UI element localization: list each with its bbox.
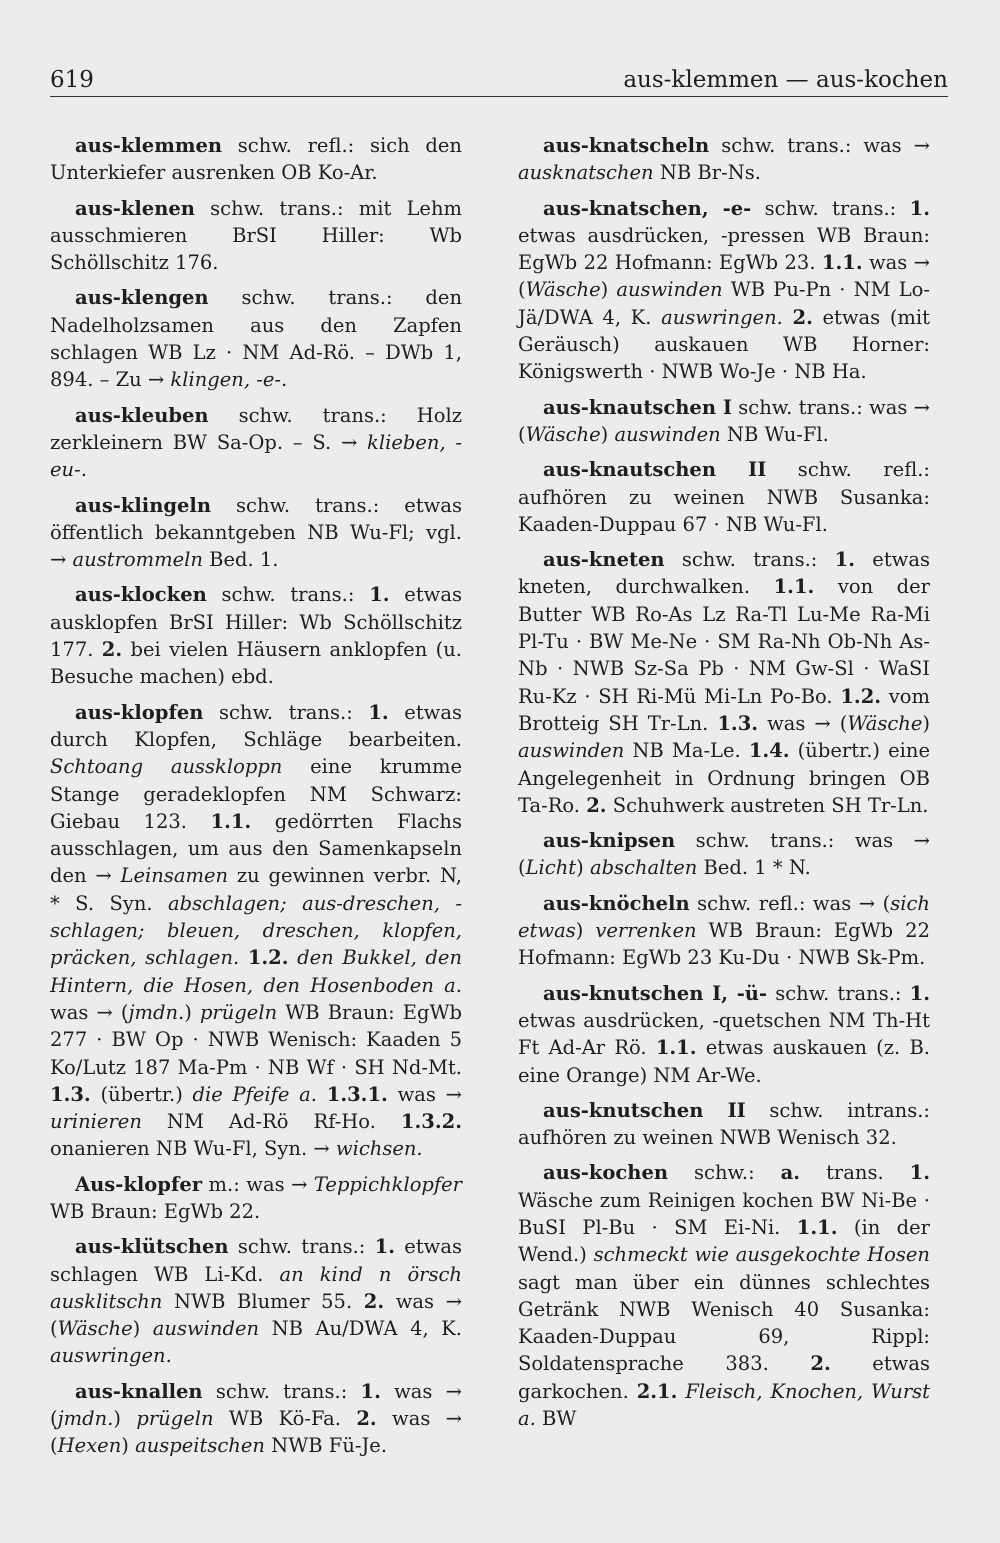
sense-number: 1.3.2. xyxy=(400,1110,462,1134)
entry-text: trans. xyxy=(800,1161,910,1185)
italic-text: Wäsche xyxy=(525,422,601,446)
sense-number: 1.1. xyxy=(773,575,815,599)
headword: aus-klenen xyxy=(75,196,195,220)
italic-text: auswinden xyxy=(518,739,625,763)
italic-text: Teppichklopfer xyxy=(313,1172,462,1196)
entry-text: etwas ausklopfen BrSI Hiller: Wb Schöllschitz 177. xyxy=(50,583,462,662)
headword: aus-knautschen II xyxy=(543,458,767,482)
entry-text: ) xyxy=(576,856,590,880)
italic-text: an kind n örsch ausklitschn xyxy=(50,1262,462,1313)
headword: aus-klingeln xyxy=(75,493,212,517)
headword: aus-knatscheln xyxy=(543,134,710,157)
entry-text: (in der Wend.) xyxy=(518,1215,930,1267)
entry-text: ) xyxy=(121,1434,136,1458)
entry-text: BW xyxy=(535,1407,577,1431)
sense-number: 2. xyxy=(792,305,813,329)
dictionary-entry xyxy=(50,195,462,277)
entry-text: schw. refl.: sich den Unterkiefer ausrenken OB Ko-Ar. xyxy=(50,134,462,185)
running-head: aus-klemmen — aus-kochen xyxy=(623,67,948,93)
entry-text: von der Butter WB Ro-As Lz Ra-Tl Lu-Me Ra-Mi Pl-Tu · BW Me-Ne · SM Ra-Nh Ob-Nh As-Nb · NWB Sz-Sa Pb · NM Gw-Sl · WaSI Ru-Kz · SH Ri-Mü Mi-Ln Po-Bo. xyxy=(518,575,930,708)
sense-number: 1.3.1. xyxy=(326,1082,388,1106)
sense-number: 1.2. xyxy=(247,946,289,970)
headword: aus-klocken xyxy=(75,583,207,607)
entry-text: etwas ausdrücken, -quetschen NM Th-Ht Ft Ad-Ar Rö. xyxy=(518,1008,930,1060)
sense-number: 1. xyxy=(374,1235,396,1259)
entry-text: ) xyxy=(922,711,930,735)
dictionary-entry xyxy=(518,394,930,449)
entry-text: schw. intrans.: aufhören zu weinen NWB Wenisch 32. xyxy=(518,1098,930,1150)
left-column xyxy=(50,132,462,1468)
italic-text: urinieren xyxy=(50,1110,142,1134)
italic-text: jmdn. xyxy=(57,1407,114,1431)
headword: aus-knipsen xyxy=(543,829,676,853)
dictionary-entry xyxy=(50,284,462,393)
italic-text: klingen, -e-. xyxy=(170,368,288,392)
sense-number: 1. xyxy=(834,548,855,572)
headword: aus-knutschen II xyxy=(543,1098,746,1122)
sense-number: 2. xyxy=(586,793,607,817)
sense-number: 1.3. xyxy=(50,1082,91,1106)
entry-text: WB Braun: EgWb 22. xyxy=(50,1199,261,1223)
dictionary-entry xyxy=(518,132,930,187)
entry-text: was → ( xyxy=(50,1289,462,1341)
headword: aus-kochen xyxy=(543,1161,669,1185)
entry-text: WB Kö-Fa. xyxy=(213,1407,357,1431)
italic-text: auswinden xyxy=(152,1317,260,1341)
sense-number: a. xyxy=(780,1161,801,1185)
entry-text: schw. trans.: was → ( xyxy=(518,829,930,880)
entry-text: schw. trans.: etwas öffentlich bekanntgeben NB Wu-Fl; vgl. → xyxy=(50,493,462,572)
dictionary-entry xyxy=(50,699,462,1163)
italic-text: Licht xyxy=(525,856,577,880)
entry-text: schw. trans.: xyxy=(664,548,835,572)
entry-text: etwas schlagen WB Li-Kd. xyxy=(50,1235,463,1286)
dictionary-entry xyxy=(518,980,930,1089)
entry-text xyxy=(783,306,793,329)
entry-text: etwas ausdrücken, -pressen WB Braun: EgWb 22 Hofmann: EgWb 23. xyxy=(518,223,930,275)
italic-text: sich etwas xyxy=(518,891,930,943)
sense-number: 2.1. xyxy=(636,1379,678,1403)
entry-text: ) xyxy=(600,422,615,446)
entry-text: NB Ma-Le. xyxy=(624,739,749,763)
sense-number: 1.4. xyxy=(748,739,790,763)
entry-text: etwas garkochen. xyxy=(518,1352,930,1403)
entry-text: ) xyxy=(132,1317,153,1341)
entry-text: vom Brotteig SH Tr-Ln. xyxy=(518,684,931,735)
entry-text: NWB Blumer 55. xyxy=(162,1289,364,1313)
italic-text: Fleisch, Knochen, Wurst a. xyxy=(518,1379,931,1431)
page-header xyxy=(50,67,948,99)
entry-text: schw. trans.: xyxy=(751,196,910,220)
entry-text: etwas auskauen (z. B. eine Orange) NM Ar-We. xyxy=(518,1036,930,1087)
entry-text: schw. trans.: mit Lehm ausschmieren BrSI Hiller: Wb Schöllschitz 176. xyxy=(50,196,462,275)
sense-number: 1. xyxy=(360,1379,381,1403)
italic-text: Wäsche xyxy=(525,278,601,302)
sense-number: 1. xyxy=(369,583,390,607)
entry-text xyxy=(239,946,248,969)
headword: aus-kleuben xyxy=(75,403,209,427)
header-rule xyxy=(50,96,948,97)
italic-text: auswinden xyxy=(614,422,721,446)
sense-number: 1.1. xyxy=(210,809,252,833)
italic-text: Leinsamen xyxy=(120,864,229,888)
entry-text: ) xyxy=(600,278,617,302)
entry-text: gedörrten Flachs ausschlagen, um aus den Samenkapseln den → xyxy=(50,809,462,888)
entry-text: schw. trans.: was → xyxy=(709,134,930,157)
sense-number: 2. xyxy=(101,638,123,662)
entry-text xyxy=(289,946,298,969)
entry-text: ) xyxy=(184,1000,200,1024)
right-column xyxy=(518,132,930,1440)
italic-text: abschalten xyxy=(589,856,698,880)
headword: aus-knallen xyxy=(75,1379,203,1403)
headword: aus-klopfen xyxy=(75,700,204,724)
sense-number: 2. xyxy=(810,1352,831,1376)
italic-text: auspeitschen xyxy=(135,1434,265,1458)
entry-text: NB Au/DWA 4, K. xyxy=(259,1317,462,1341)
entry-text: was → ( xyxy=(50,1407,463,1458)
sense-number: 1.3. xyxy=(717,711,759,735)
dictionary-entry xyxy=(50,1378,462,1460)
entry-text: WB Pu-Pn · NM Lo-Jä/DWA 4, K. xyxy=(518,278,930,329)
entry-text: was → ( xyxy=(518,251,930,302)
headword: Aus-klopfer xyxy=(75,1172,203,1196)
entry-text: etwas kneten, durchwalken. xyxy=(518,548,930,599)
entry-text: (übertr.) xyxy=(90,1082,193,1106)
entry-text: schw. trans.: xyxy=(202,1379,361,1403)
page-number: 619 xyxy=(50,67,94,93)
italic-text: auswringen. xyxy=(661,305,783,329)
dictionary-entry xyxy=(518,456,930,538)
entry-text: (übertr.) eine Angelegenheit in Ordnung bringen OB Ta-Ro. xyxy=(518,739,931,817)
italic-text: prügeln xyxy=(199,1000,278,1024)
sense-number: 1. xyxy=(909,1161,930,1185)
entry-text xyxy=(317,1083,327,1106)
entry-text: NB Br-Ns. xyxy=(653,161,761,185)
headword: aus-knautschen I xyxy=(543,395,733,419)
entry-text: Bed. 1. xyxy=(202,548,279,572)
headword: aus-knutschen I, -ü- xyxy=(543,981,768,1005)
entry-text: ) xyxy=(575,919,596,943)
italic-text: austrommeln xyxy=(72,548,203,572)
entry-text: was → xyxy=(387,1082,462,1106)
italic-text: ausknatschen xyxy=(518,161,654,185)
sense-number: 1. xyxy=(368,700,389,724)
dictionary-entry xyxy=(50,402,462,484)
entry-text: bei vielen Häusern anklopfen (u. Besuche machen) ebd. xyxy=(50,638,462,689)
entry-text: etwas durch Klopfen, Schläge bearbeiten. xyxy=(50,700,463,751)
entry-text: NWB Fü-Je. xyxy=(264,1434,388,1458)
entry-text: schw. trans.: den Nadelholzsamen aus den Zapfen schlagen WB Lz · NM Ad-Rö. – DWb 1, 894. – Zu → xyxy=(50,286,462,392)
entry-text: schw. trans.: was → ( xyxy=(518,395,931,446)
entry-text: schw. trans.: xyxy=(203,700,369,724)
headword: aus-kneten xyxy=(543,548,665,572)
entry-text: schw. refl.: was → ( xyxy=(689,891,891,915)
italic-text: schmeckt wie ausgekochte Hosen xyxy=(593,1243,930,1267)
headword: aus-knatschen, -e- xyxy=(543,196,752,220)
entry-text: NB Wu-Fl. xyxy=(720,422,829,446)
italic-text: prügeln xyxy=(136,1407,214,1431)
entry-text: etwas (mit Geräusch) auskauen WB Horner: Königswerth · NWB Wo-Je · NB Ha. xyxy=(518,305,930,384)
sense-number: 1.1. xyxy=(655,1036,697,1060)
entry-text: Schuhwerk austreten SH Tr-Ln. xyxy=(606,793,929,817)
entry-text: Bed. 1 * N. xyxy=(697,856,811,880)
entry-text: zu gewinnen verbr. N, * S. Syn. xyxy=(50,864,462,915)
entry-text: m.: was → xyxy=(202,1172,314,1196)
sense-number: 1.1. xyxy=(821,251,863,275)
italic-text: Wäsche xyxy=(57,1317,133,1341)
italic-text: klieben, -eu-. xyxy=(50,430,462,482)
dictionary-entry xyxy=(518,1159,930,1432)
sense-number: 1.2. xyxy=(840,684,882,708)
italic-text: Schtoang ausskloppn xyxy=(50,755,283,779)
entry-text: WB Braun: EgWb 22 Hofmann: EgWb 23 Ku-Du · NWB Sk-Pm. xyxy=(518,919,930,970)
italic-text: Wäsche xyxy=(847,711,923,735)
headword: aus-klütschen xyxy=(75,1235,229,1259)
dictionary-entry xyxy=(518,890,930,972)
dictionary-entry xyxy=(50,492,462,574)
italic-text: auswringen. xyxy=(50,1344,172,1368)
dictionary-entry xyxy=(518,1097,930,1152)
sense-number: 2. xyxy=(356,1407,377,1431)
entry-text: sagt man über ein dünnes schlechtes Getränk NWB Wenisch 40 Susanka: Kaaden-Duppau 69, Rippl: Soldatensprache 383. xyxy=(518,1270,930,1376)
dictionary-entry xyxy=(518,195,930,386)
entry-text: was → ( xyxy=(758,711,848,735)
dictionary-entry xyxy=(50,132,462,187)
entry-text: Wäsche zum Reinigen kochen BW Ni-Be · BuSI Pl-Bu · SM Ei-Ni. xyxy=(518,1188,930,1239)
dictionary-entry xyxy=(50,1171,462,1226)
entry-text: schw. trans.: xyxy=(206,583,370,607)
italic-text: Hexen xyxy=(57,1434,122,1458)
entry-text: onanieren NB Wu-Fl, Syn. → xyxy=(50,1137,336,1161)
entry-text: eine krumme Stange geradeklopfen NM Schwarz: Giebau 123. xyxy=(50,755,463,833)
entry-text: ) xyxy=(113,1407,137,1431)
italic-text: die Pfeife a. xyxy=(192,1082,317,1106)
dictionary-entry xyxy=(50,1233,462,1369)
entry-text: schw. refl.: aufhören zu weinen NWB Susanka: Kaaden-Duppau 67 · NB Wu-Fl. xyxy=(518,458,930,536)
entry-text: NM Ad-Rö Rf-Ho. xyxy=(141,1110,401,1134)
headword: aus-knöcheln xyxy=(543,891,690,915)
headword: aus-klemmen xyxy=(75,134,223,157)
sense-number: 1.1. xyxy=(796,1215,838,1239)
entry-text: was → ( xyxy=(50,1379,462,1431)
italic-text: den Bukkel, den Hintern, die Hosen, den Hosenboden a. xyxy=(50,946,463,997)
entry-text: schw. trans.: Holz zerkleinern BW Sa-Op. – S. → xyxy=(50,403,462,454)
entry-text: schw. trans.: xyxy=(228,1235,375,1259)
dictionary-entry xyxy=(518,827,930,882)
entry-text: WB Braun: EgWb 277 · BW Op · NWB Wenisch: Kaaden 5 Ko/Lutz 187 Ma-Pm · NB Wf · SH Nd-Mt. xyxy=(50,1000,462,1079)
italic-text: verrenken xyxy=(595,919,697,943)
sense-number: 1. xyxy=(909,196,930,220)
dictionary-entry xyxy=(50,581,462,690)
sense-number: 2. xyxy=(363,1289,385,1313)
entry-text: schw.: xyxy=(668,1161,781,1185)
entry-text: schw. trans.: xyxy=(767,981,910,1005)
sense-number: 1. xyxy=(909,981,930,1005)
entry-text: was → ( xyxy=(50,1000,129,1024)
headword: aus-klengen xyxy=(75,286,209,310)
italic-text: abschlagen; aus-dreschen, -schlagen; bleuen, dreschen, klopfen, präcken, schlagen. xyxy=(50,891,462,970)
dictionary-entry xyxy=(518,546,930,819)
italic-text: jmdn. xyxy=(128,1000,185,1024)
italic-text: auswinden xyxy=(616,278,723,302)
italic-text: wichsen. xyxy=(335,1137,423,1161)
